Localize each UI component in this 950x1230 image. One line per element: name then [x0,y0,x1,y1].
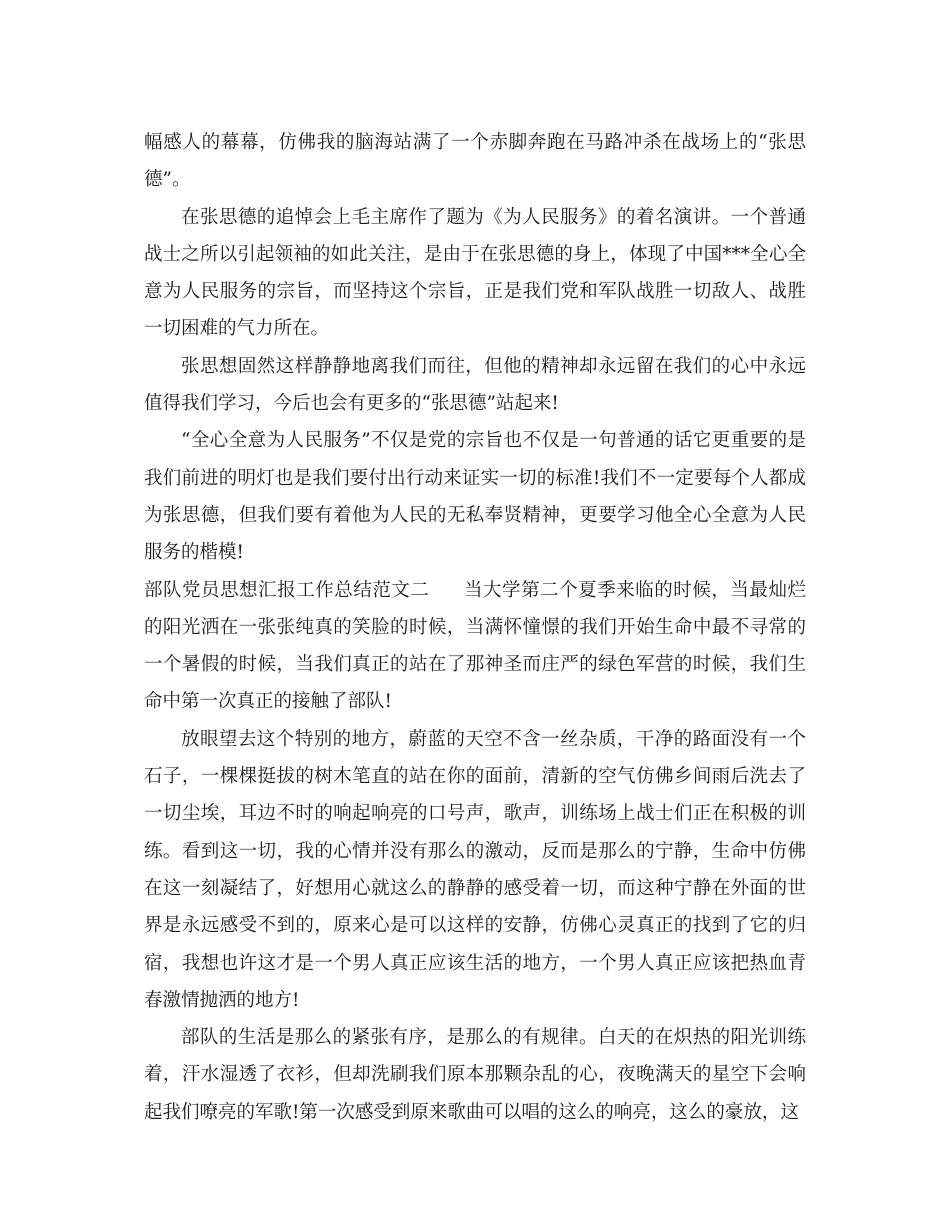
paragraph-5 [144,572,806,721]
document-body [144,124,806,1131]
paragraph-5-text: 当大学第二个夏季来临的时候，当最灿烂的阳光洒在一张张纯真的笑脸的时候，当满怀憧憬的我们开始生命中最不寻常的一个暑假的时候，当我们真正的站在了那神圣而庄严的绿色军营的时候，我们生命中第一次真正的接触了部队! [144,579,806,713]
paragraph-6: 放眼望去这个特别的地方，蔚蓝的天空不含一丝杂质，干净的路面没有一个石子，一棵棵挺拔的树木笔直的站在你的面前，清新的空气仿佛乡间雨后洗去了一切尘埃，耳边不时的响起响亮的口号声，歌声，训练场上战士们正在积极的训练。看到这一切，我的心情并没有那么的激动，反而是那么的宁静，生命中仿佛在这一刻凝结了，好想用心就这么的静静的感受着一切，而这种宁静在外面的世界是永远感受不到的，原来心是可以这样的安静，仿佛心灵真正的找到了它的归宿，我想也许这才是一个男人真正应该生活的地方，一个男人真正应该把热血青春激情抛洒的地方! [144,728,806,1011]
paragraph-1: 幅感人的幕幕，仿佛我的脑海站满了一个赤脚奔跑在马路冲杀在战场上的“张思德”。 [144,132,806,191]
section-heading: 部队党员思想汇报工作总结范文二 [144,579,430,601]
paragraph-7: 部队的生活是那么的紧张有序，是那么的有规律。白天的在炽热的阳光训练着，汗水湿透了衣衫，但却洗刷我们原本那颗杂乱的心，夜晚满天的星空下会响起我们嘹亮的军歌!第一次感受到原来歌曲可以唱的这么的响亮，这么的豪放，这 [144,1027,806,1123]
paragraph-2: 在张思德的追悼会上毛主席作了题为《为人民服务》的着名演讲。一个普通战士之所以引起领袖的如此关注，是由于在张思德的身上，体现了中国***全心全意为人民服务的宗旨，而坚持这个宗旨，正是我们党和军队战胜一切敌人、战胜一切困难的气力所在。 [144,206,806,340]
paragraph-4: “全心全意为人民服务”不仅是党的宗旨也不仅是一句普通的话它更重要的是我们前进的明灯也是我们要付出行动来证实一切的标准!我们不一定要每个人都成为张思德，但我们要有着他为人民的无私奉贤精神，更要学习他全心全意为人民服务的楷模! [144,430,806,564]
paragraph-3: 张思想固然这样静静地离我们而往，但他的精神却永远留在我们的心中永远值得我们学习，今后也会有更多的“张思德”站起来! [144,355,806,415]
